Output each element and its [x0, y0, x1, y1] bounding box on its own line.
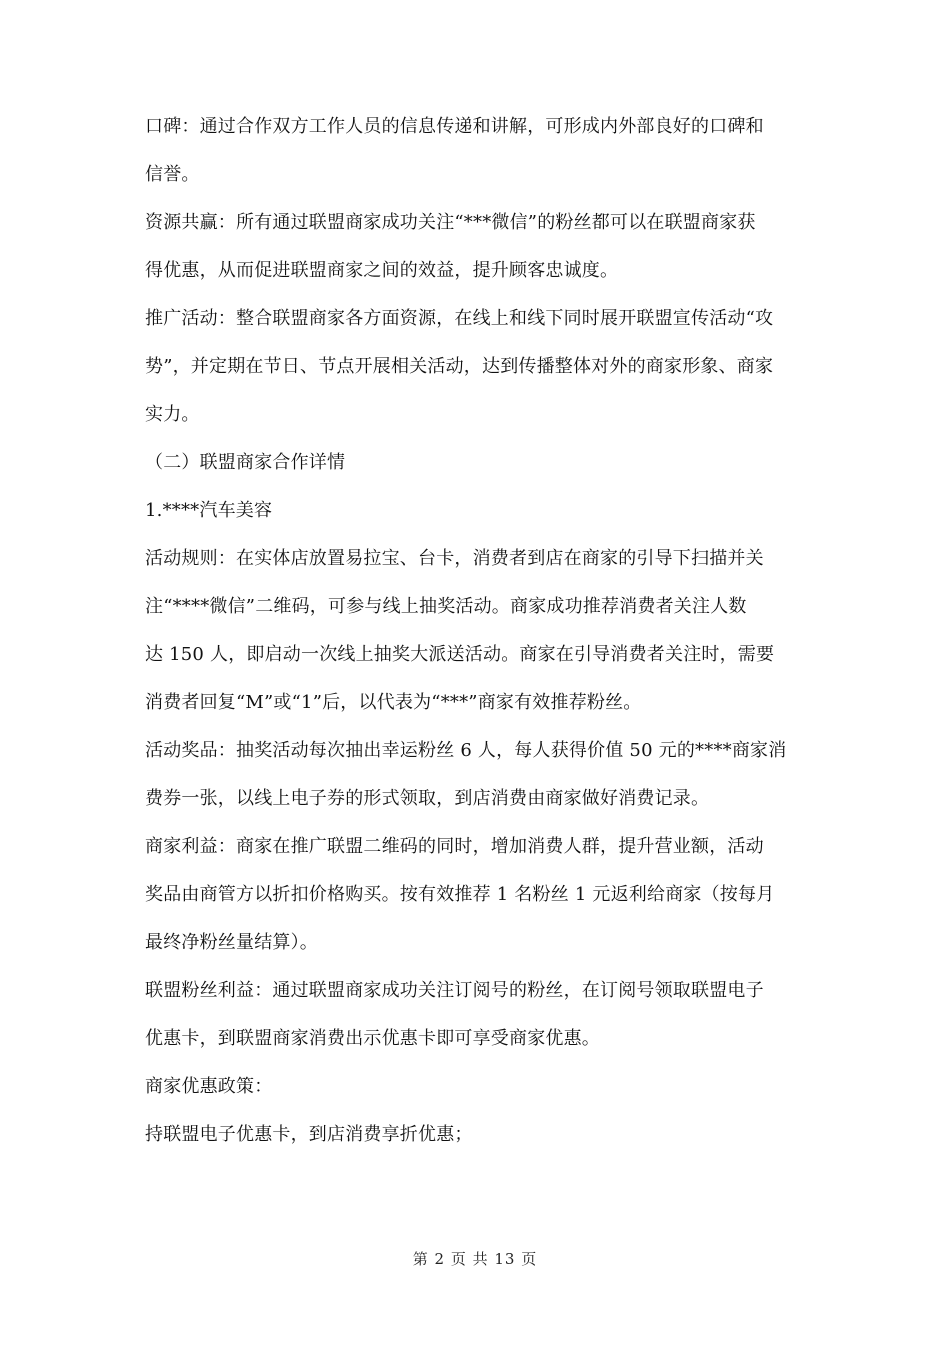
- text-line: 商家优惠政策：: [145, 1076, 273, 1097]
- text-line: 优惠卡，到联盟商家消费出示优惠卡即可享受商家优惠。: [145, 1028, 600, 1049]
- text-line: 口碑：通过合作双方工作人员的信息传递和讲解，可形成内外部良好的口碑和: [145, 116, 764, 137]
- document-body: [145, 103, 810, 1159]
- subsection-heading-text: 1.****汽车美容: [145, 500, 273, 521]
- text-line: 势”，并定期在节日、节点开展相关活动，达到传播整体对外的商家形象、商家: [145, 356, 774, 377]
- text-line: 资源共赢：所有通过联盟商家成功关注“***微信”的粉丝都可以在联盟商家获: [145, 212, 756, 233]
- subsection-heading: [145, 487, 810, 535]
- section-heading: [145, 439, 810, 487]
- text-line: 最终净粉丝量结算）。: [145, 932, 318, 953]
- text-line: 达 150 人，即启动一次线上抽奖大派送活动。商家在引导消费者关注时，需要: [145, 644, 775, 665]
- paragraph-discount-policy-heading: [145, 1063, 810, 1111]
- text-line: 实力。: [145, 404, 200, 425]
- paragraph-merchant-benefits: [145, 823, 810, 967]
- section-heading-text: （二）联盟商家合作详情: [145, 452, 346, 473]
- text-line: 联盟粉丝利益：通过联盟商家成功关注订阅号的粉丝，在订阅号领取联盟电子: [145, 980, 764, 1001]
- text-line: 商家利益：商家在推广联盟二维码的同时，增加消费人群，提升营业额，活动: [145, 836, 764, 857]
- text-line: 得优惠，从而促进联盟商家之间的效益，提升顾客忠诚度。: [145, 260, 619, 281]
- paragraph-reputation: [145, 103, 810, 199]
- paragraph-activity-rules: [145, 535, 810, 727]
- text-line: 持联盟电子优惠卡，到店消费享折优惠；: [145, 1124, 473, 1145]
- text-line: 推广活动：整合联盟商家各方面资源，在线上和线下同时展开联盟宣传活动“攻: [145, 308, 774, 329]
- paragraph-promotion: [145, 295, 810, 439]
- paragraph-activity-prizes: [145, 727, 810, 823]
- paragraph-fan-benefits: [145, 967, 810, 1063]
- paragraph-resource-sharing: [145, 199, 810, 295]
- text-line: 消费者回复“M”或“1”后，以代表为“***”商家有效推荐粉丝。: [145, 692, 642, 713]
- text-line: 信誉。: [145, 164, 200, 185]
- paragraph-discount-policy: [145, 1111, 810, 1159]
- page-number-footer: 第 2 页 共 13 页: [412, 1250, 538, 1268]
- text-line: 奖品由商管方以折扣价格购买。按有效推荐 1 名粉丝 1 元返利给商家（按每月: [145, 884, 775, 905]
- text-line: 活动规则：在实体店放置易拉宝、台卡，消费者到店在商家的引导下扫描并关: [145, 548, 764, 569]
- text-line: 费券一张，以线上电子券的形式领取，到店消费由商家做好消费记录。: [145, 788, 710, 809]
- text-line: 活动奖品：抽奖活动每次抽出幸运粉丝 6 人，每人获得价值 50 元的****商家消: [145, 740, 787, 761]
- text-line: 注“****微信”二维码，可参与线上抽奖活动。商家成功推荐消费者关注人数: [145, 596, 747, 617]
